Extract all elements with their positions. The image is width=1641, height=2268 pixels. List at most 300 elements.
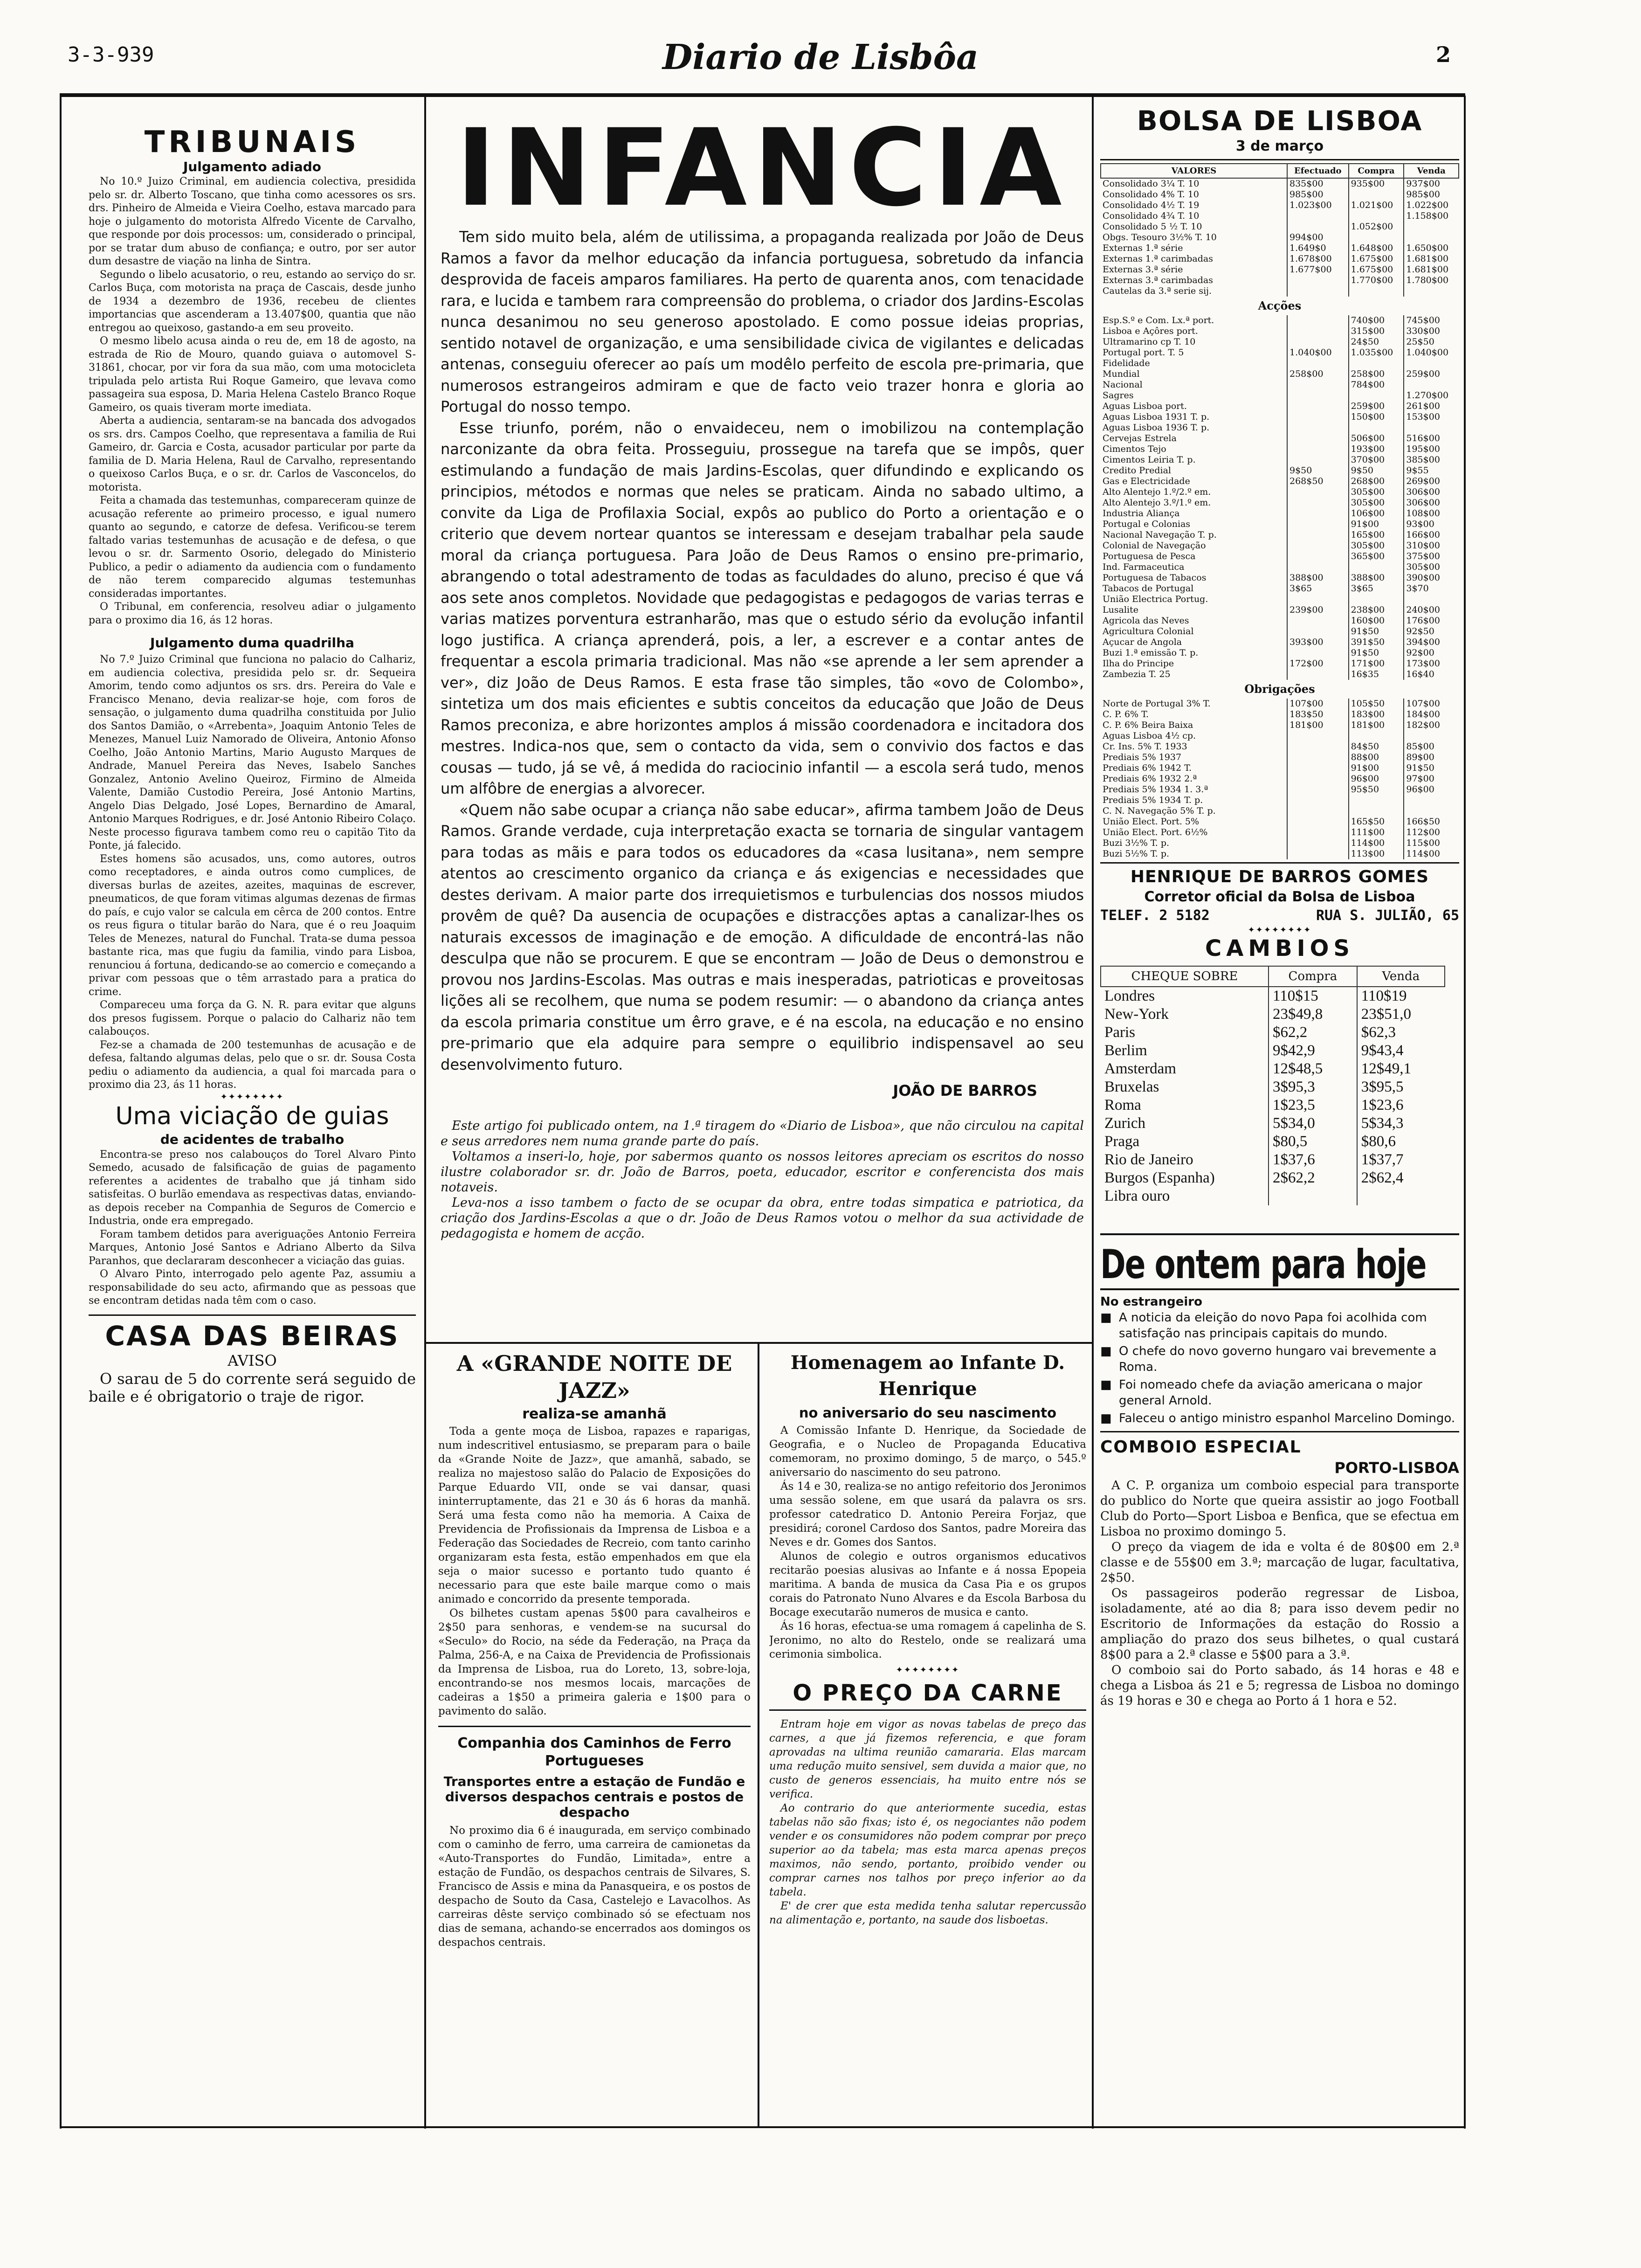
table-cell [1287,519,1349,530]
ontem-title: De ontem para hoje [1100,1241,1426,1288]
table-cell: 1$37,7 [1357,1151,1445,1169]
table-cell: 394$00 [1404,637,1459,648]
editor-note: Leva-nos a isso tambem o facto de se ocupar da obra, entre todas simpatica e patriotica, da criação dos Jardins-Escolas a que o dr. João de Deus Ramos votou o melhor da sua actividade de pedagogista e homem de acção. [441,1196,1084,1241]
table-cell: 2$62,2 [1269,1169,1357,1187]
table-row [1101,326,1459,337]
table-row [1101,784,1459,795]
editor-note: Voltamos a inseri-lo, hoje, por sabermos quanto os nossos leitores apreciam os escritos do nosso ilustre colaborador sr. dr. João de Barros, poeta, educador, escritor e conferencista dos mais notaveis. [441,1149,1084,1195]
table-cell: 1$23,5 [1269,1096,1357,1114]
table-cell: 9$50 [1287,465,1349,476]
table-cell: 89$00 [1404,752,1459,763]
table-cell: 3$70 [1404,583,1459,594]
table-cell: 935$00 [1349,178,1404,189]
table-cell: 1.675$00 [1349,264,1404,275]
table-cell: Externas 3.ª série [1103,264,1183,275]
table-row [1101,465,1459,476]
table-cell: 93$00 [1404,519,1459,530]
table-cell: 107$00 [1287,698,1349,709]
table-cell: Norte de Portugal 3% T. [1103,698,1211,709]
table-row [1101,551,1459,562]
table-cell [1287,487,1349,498]
table-cell [1287,380,1349,390]
table-cell: 110$19 [1357,987,1445,1005]
table-cell: 365$00 [1349,551,1404,562]
table-cell [1349,211,1404,221]
table-cell: 9$42,9 [1269,1042,1357,1060]
divider-ornament: ✦✦✦✦✦✦✦✦ [896,1665,960,1675]
table-row [1101,1078,1445,1096]
table-cell [1404,795,1459,806]
table-cell: 305$00 [1349,487,1404,498]
table-cell: $62,3 [1357,1023,1445,1042]
square-bullet-icon: ■ [1100,1411,1112,1425]
table-row [1101,519,1459,530]
table-row [1101,211,1459,221]
table-row [1101,583,1459,594]
table-cell: 91$50 [1349,626,1404,637]
table-cell: Portugal port. T. 5 [1103,347,1184,358]
table-cell [1287,337,1349,347]
table-cell [1287,615,1349,626]
table-cell [1287,412,1349,422]
table-cell: 96$00 [1349,774,1404,784]
table-cell: 184$00 [1404,709,1459,720]
table-cell: 114$00 [1404,849,1459,859]
table-cell [1349,795,1404,806]
table-cell [1287,211,1349,221]
table-cell: 91$00 [1349,763,1404,774]
table-cell: 740$00 [1349,315,1404,326]
table-cell [1287,816,1349,827]
paragraph: A C. P. organiza um comboio especial para transporte do publico do Norte que queira assistir ao jogo Football Club do Porto—Sport Lisboa e Benfica, que se efectua em Lisboa no proximo domingo 5. [1100,1479,1459,1539]
table-cell [1287,594,1349,605]
table-cell: Açucar de Angola [1103,637,1182,647]
table-cell: Cimentos Leiria T. p. [1103,455,1196,465]
infante-title: Homenagem ao Infante D. Henrique [790,1352,1065,1400]
table-cell: Ultramarino cp T. 10 [1103,337,1196,347]
table-cell: 91$50 [1349,648,1404,658]
table-row [1101,476,1459,487]
table-cell [1287,795,1349,806]
header-date: 3-3-939 [68,43,154,67]
gomes-name: HENRIQUE DE BARROS GOMES [1130,867,1429,886]
table-cell: 107$00 [1404,698,1459,709]
table-row [1101,827,1459,838]
table-cell [1404,221,1459,232]
divider [424,1342,1092,1344]
table-cell: $62,2 [1269,1023,1357,1042]
table-cell: 937$00 [1404,178,1459,189]
table-row [1101,795,1459,806]
table-cell [1349,594,1404,605]
table-cell: 9$43,4 [1357,1042,1445,1060]
paragraph: Esse triunfo, porém, não o envaideceu, nem o imobilizou na contemplação narconizante da obra feita. Prosseguiu, prossegue na tarefa que se impôs, quer estimulando a fundação de mais Jardins-Escolas, quer difundindo e explicando os principios, métodos e normas que neles se praticam. Ainda no sabado ultimo, a convite da Liga de Profilaxia Social, expôs ao publico do Porto a orientação e o criterio que devem nortear quantos se interessam e desejam trabalhar pela saude moral da criança portuguesa. Para João de Deus Ramos o ensino pre-primario, abrangendo o total adestramento de todas as faculdades do aluno, preciso é que vá aos sete anos completos. Novidade que pedagogistas e pedagogos de varias terras e varias matizes porventura estranharão, mas que o estudo sério da evolução infantil logo justifica. A criança aprenderá, pois, a ler, a escrever e a contar antes de frequentar a escola primaria tradicional. Mas não «se aprende a ler sem aprender a ver», diz João de Deus Ramos. E esta frase tão simples, tão «ovo de Colombo», sintetiza um dos mais eficientes e subtis conceitos da educação que João de Deus Ramos preconiza, e abre horizontes amplos á missão coordenadora e incitadora dos mestres. Indica-nos que, sem o contacto da vida, sem o convivio dos factos e das cousas — tudo, já se vê, á medida do raciocinio infantil — a escola será tudo, menos um alfôbre de energias a alvorecer. [441,419,1084,797]
table-cell: 113$00 [1349,849,1404,859]
table-cell: 315$00 [1349,326,1404,337]
table-cell: 105$50 [1349,698,1404,709]
divider-ornament: ✦✦✦✦✦✦✦✦ [1248,925,1312,935]
table-cell: União Electrica Portug. [1103,594,1208,604]
divider [1100,1288,1459,1290]
table-row [1101,1151,1445,1169]
table-cell: 91$50 [1404,763,1459,774]
column-rule [1464,96,1466,2129]
table-row [1101,433,1459,444]
table-row [1101,849,1459,859]
table-cell: Alto Alentejo 3.º/1.º em. [1103,498,1211,508]
table-cell: Prediais 6% 1932 2.ª [1103,774,1197,784]
table-cell: C. N. Navegação 5% T. p. [1103,806,1216,816]
carne-title: O PREÇO DA CARNE [793,1680,1063,1706]
table-cell: 1$37,6 [1269,1151,1357,1169]
table-cell [1404,232,1459,243]
column-rule [424,96,426,2129]
table-cell: 1.052$00 [1349,221,1404,232]
table-cell: 391$50 [1349,637,1404,648]
table-cell: Roma [1104,1097,1141,1113]
table-cell: Lusalite [1103,605,1138,615]
table-cell [1287,498,1349,508]
paragraph: O Tribunal, em conferencia, resolveu adiar o julgamento para o proximo dia 16, ás 12 horas. [89,601,416,626]
list-item-text: Foi nomeado chefe da aviação americana o major general Arnold. [1119,1378,1422,1408]
table-cell: 193$00 [1349,444,1404,455]
table-cell [1404,358,1459,369]
table-row [1101,594,1459,605]
table-cell: 258$00 [1287,369,1349,380]
table-cell: 3$65 [1287,583,1349,594]
table-row [1101,444,1459,455]
divider [1100,159,1459,160]
table-row [1101,838,1459,849]
table-cell: 173$00 [1404,658,1459,669]
table-cell: 1.678$00 [1287,254,1349,264]
table-cell: Prediais 6% 1942 T. [1103,763,1192,773]
gomes-title: Corretor oficial da Bolsa de Lisboa [1144,889,1415,905]
table-cell: Buzi 3½% T. p. [1103,838,1170,848]
table-cell [1404,422,1459,433]
table-row [1101,540,1459,551]
paragraph: «Quem não sabe ocupar a criança não sabe educar», afirma tambem João de Deus Ramos. Grande verdade, cuja interpretação exacta se tornaria de singular vantagem para todas as mãis e para todos os educadores da «casa lusitana», nem sempre atentos ao crescimento organico da criança e ás exigencias e necessidades que destes derivam. A maior parte dos irrequietismos e turbulencias dos nossos miudos provêm de quê? Da ausencia de ocupações e distracções aptas a canalizar-lhes os naturais excessos de imaginação e de emoção. A dificuldade de encontrá-las não desculpa que não se procurem. E que se encontram — João de Deus o demonstrou e provou nos Jardins-Escolas. Mas outras e mais inesperadas, patrioticas e proveitosas lições ali se recolhem, que numa se podem resumir: — o abandono da criança antes da escola primaria constitue um êrro grave, e é na escola, na educação e no ensino pre-primario que ela adquire para sempre o equilibrio indispensavel ao seu desenvolvimento futuro. [441,801,1084,1073]
table-cell: 385$00 [1404,455,1459,465]
table-cell: Alto Alentejo 1.º/2.º em. [1103,487,1211,497]
table-cell: 1.770$00 [1349,275,1404,286]
table-cell [1287,540,1349,551]
table-cell [1287,508,1349,519]
table-cell: 91$00 [1349,519,1404,530]
table-row [1101,1005,1445,1023]
table-cell: 261$00 [1404,401,1459,412]
table-cell: 1.035$00 [1349,347,1404,358]
table-cell: 388$00 [1349,573,1404,583]
table-cell: 258$00 [1349,369,1404,380]
table-cell [1287,551,1349,562]
column-header: Efectuado [1287,164,1349,178]
table-row [1101,709,1459,720]
table-cell: 1.022$00 [1404,200,1459,211]
caminhos-title: Companhia dos Caminhos de Ferro Portugueses [457,1735,731,1769]
table-cell: 390$00 [1404,573,1459,583]
table-cell [1287,741,1349,752]
table-row [1101,615,1459,626]
table-row [1101,1187,1445,1205]
table-cell: 195$00 [1404,444,1459,455]
table-cell: Londres [1104,988,1155,1004]
table-cell: 1.649$0 [1287,243,1349,254]
square-bullet-icon: ■ [1100,1344,1112,1358]
table-cell: 9$55 [1404,465,1459,476]
table-cell: 2$62,4 [1357,1169,1445,1187]
cambios-table [1100,966,1445,1205]
table-row [1101,422,1459,433]
table-cell: Libra ouro [1104,1188,1170,1204]
table-cell: Esp.S.º e Com. Lx.ª port. [1103,315,1214,325]
table-row [1101,358,1459,369]
table-cell: Nacional [1103,380,1143,390]
table-cell [1287,401,1349,412]
divider [438,1726,751,1727]
list-item-text: O chefe do novo governo hungaro vai brevemente a Roma. [1119,1344,1437,1374]
table-cell: Lisboa e Açôres port. [1103,326,1198,336]
table-cell: Amsterdam [1104,1060,1176,1077]
table-cell: $80,5 [1269,1133,1357,1151]
table-cell: Rio de Janeiro [1104,1151,1193,1168]
table-cell: Aguas Lisboa 1931 T. p. [1103,412,1210,422]
table-cell: C. P. 6% Beira Baixa [1103,720,1193,730]
table-cell: Agricola das Neves [1103,615,1189,626]
table-cell: 1.270$00 [1404,390,1459,401]
table-cell: 108$00 [1404,508,1459,519]
page-header [0,37,1641,89]
square-bullet-icon: ■ [1100,1311,1112,1325]
table-row [1101,1114,1445,1133]
table-cell: 9$50 [1349,465,1404,476]
column-header: CHEQUE SOBRE [1101,966,1269,987]
table-cell: 111$00 [1349,827,1404,838]
table-cell: Consolidado 3¼ T. 10 [1103,179,1200,189]
table-row [1101,1133,1445,1151]
table-cell [1404,380,1459,390]
table-row [1101,347,1459,358]
table-row [1101,178,1459,189]
list-item [1100,1411,1459,1426]
table-cell: 330$00 [1404,326,1459,337]
table-cell: Tabacos de Portugal [1103,583,1194,594]
viciacao-title: Uma viciação de guias [115,1102,389,1130]
table-cell: Aguas Lisboa 4½ cp. [1103,731,1196,741]
table-cell [1287,784,1349,795]
table-cell: 3$95,3 [1269,1078,1357,1096]
paragraph: Compareceu uma força da G. N. R. para evitar que alguns dos presos fugissem. Porque o palacio do Calhariz não tem calabouços. [89,999,416,1037]
table-cell: Externas 1.ª série [1103,243,1183,253]
table-cell: 1.648$00 [1349,243,1404,254]
caminhos-subhead: Transportes entre a estação de Fundão e diversos despachos centrais e postos de despacho [443,1774,745,1820]
table-cell [1287,827,1349,838]
column-header: Venda [1404,164,1459,178]
table-cell: Ind. Farmaceutica [1103,562,1185,572]
column-header: VALORES [1101,164,1287,178]
paragraph: Estes homens são acusados, uns, como autores, outros como receptadores, e ainda outros como cumplices, de diversas burlas de azeites, azeites, maquinas de escrever, pneumaticos, de que foram vitimas algumas dezenas de firmas do país, e cujo valor se calcula em cêrca de 200 contos. Entre os reus figura o titular barão do Nara, que é o reu Joaquim Teles de Menezes, natural do Funchal. Trata-se duma pessoa bastante rica, mas que fugiu da familia, vindo para Lisboa, renunciou á fortuna, dedicando-se ao comercio e começando a privar com pessoas que o têm arrastado para a pratica do crime. [89,853,416,998]
casa-text: O sarau de 5 do corrente será seguido de baile e é obrigatorio o traje de rigor. [89,1369,416,1405]
table-row [1101,987,1445,1005]
paragraph: Entram hoje em vigor as novas tabelas de preço das carnes, a que já fizemos referencia, e que foram aprovadas na ultima reunião camararia. Elas marcam uma redução muito sensivel, sem duvida a maior que, no custo de generos essenciais, ha muito entre nós se verifica. [769,1718,1086,1800]
paragraph: Alunos de colegio e outros organismos educativos recitarão poesias alusivas ao Infante e á nossa Epopeia maritima. A banda de musica da Casa Pia e os grupos corais do Patronato Nuno Alvares e da Escola Barbosa du Bocage executarão numeros de musica e canto. [769,1550,1086,1618]
table-cell: 12$48,5 [1269,1060,1357,1078]
tribunais-column [89,126,416,2122]
paragraph: Os passageiros poderão regressar de Lisboa, isoladamente, até ao dia 8; para isso devem pedir no Escritorio de Informações da estação do Rossio a ampliação do prazo dos seus bilhetes, o qual custará 8$00 para a 2.ª classe e 5$00 para a 3.ª. [1100,1586,1459,1662]
comboio-subhead: PORTO-LISBOA [1334,1459,1459,1477]
column-rule [758,1343,759,2126]
table-cell [1287,326,1349,337]
table-row [1101,369,1459,380]
table-cell: 985$00 [1287,189,1349,200]
table-cell: 239$00 [1287,605,1349,615]
table-cell: Externas 3.ª carimbadas [1103,275,1213,285]
table-cell: Nacional Navegação T. p. [1103,530,1217,540]
infancia-article [441,112,1084,1343]
table-cell: 115$00 [1404,838,1459,849]
paragraph: Segundo o libelo acusatorio, o reu, estando ao serviço do sr. Carlos Buça, com motorista na praça de Cascais, desde junho de 1934 a dezembro de 1936, recebeu de clientes importancias que ascenderam a 13.407$00, quantia que não entregou ao queixoso, gastando-a em seu proveito. [89,269,416,334]
table-cell: 375$00 [1404,551,1459,562]
table-cell: 388$00 [1287,573,1349,583]
table-cell [1404,594,1459,605]
table-cell: Consolidado 4% T. 10 [1103,189,1200,200]
table-cell [1287,275,1349,286]
table-cell [1349,562,1404,573]
table-row [1101,380,1459,390]
table-cell: 238$00 [1349,605,1404,615]
table-cell: 16$40 [1404,669,1459,680]
table-cell: 305$00 [1404,562,1459,573]
table-cell: 176$00 [1404,615,1459,626]
table-cell: 835$00 [1287,178,1349,189]
table-cell: Aguas Lisboa port. [1103,401,1187,411]
paragraph: No proximo dia 6 é inaugurada, em serviço combinado com o caminho de ferro, uma carreira de camionetas da «Auto-Transportes do Fundão, Limitada», entre a estação de Fundão, os despachos centrais de Silvares, S. Francisco de Assis e mina da Panasqueira, e os postos de despacho de Souto da Casa, Castelejo e Lavacolhos. As carreiras dêste serviço combinado só se efectuam nos dias de semana, achando-se encerrados aos domingos os despachos centrais. [438,1825,751,1949]
table-row [1101,1060,1445,1078]
table-cell: 240$00 [1404,605,1459,615]
table-cell: $80,6 [1357,1133,1445,1151]
table-cell: 393$00 [1287,637,1349,648]
viciacao-subhead: de acidentes de trabalho [160,1131,345,1147]
table-cell: 268$00 [1349,476,1404,487]
table-cell: Ilha do Principe [1103,658,1174,669]
table-cell: Burgos (Espanha) [1104,1169,1215,1186]
table-row [1101,221,1459,232]
table-row [1101,337,1459,347]
table-row [1101,1023,1445,1042]
table-cell: Consolidado 4½ T. 19 [1103,200,1200,210]
table-cell [1349,390,1404,401]
divider [89,1314,416,1316]
paragraph: E' de crer que esta medida tenha salutar repercussão na alimentação e, portanto, na saude dos lisboetas. [769,1900,1086,1926]
table-cell: Industria Aliança [1103,508,1180,519]
table-cell [1357,1187,1445,1205]
table-row [1101,275,1459,286]
jazz-subhead: realiza-se amanhã [522,1406,667,1422]
square-bullet-icon: ■ [1100,1378,1112,1392]
paragraph: Fez-se a chamada de 200 testemunhas de acusação e de defesa, faltando algumas delas, pelo que o sr. dr. Sousa Costa pediu o adiamento da audiencia, a qual foi marcada para o proximo dia 23, ás 11 horas. [89,1039,416,1091]
table-row [1101,573,1459,583]
paragraph: No 10.º Juizo Criminal, em audiencia colectiva, presidida pelo sr. dr. Alberto Toscano, que tinha como acessores os srs. drs. Pinheiro de Almeida e Vieira Coelho, estava marcado para hoje o julgamento do motorista Alfredo Vicente de Carvalho, que responde por dois processos: um, considerado o principal, por se tratar dum abuso de confiança; e outro, por ser autor dum desastre de viação na linha de Sintra. [89,176,416,267]
table-cell: 183$00 [1349,709,1404,720]
table-cell: 370$00 [1349,455,1404,465]
table-cell: 172$00 [1287,658,1349,669]
cambios-title: CAMBIOS [1205,935,1354,961]
table-cell: 1.040$00 [1287,347,1349,358]
table-cell: 23$49,8 [1269,1005,1357,1023]
paragraph: O mesmo libelo acusa ainda o reu de, em 18 de agosto, na estrada de Rio de Mouro, quando guiava o automovel S-31861, chocar, por vir fora da sua mão, com uma motocicleta tripulada pelo artista Rui Roque Gameiro, que levava como passageira sua esposa, D. Maria Helena Castelo Branco Roque Gameiro, os quais tiveram morte imediata. [89,335,416,414]
table-cell: Prediais 5% 1934 T. p. [1103,795,1203,805]
table-cell: Cr. Ins. 5% T. 1933 [1103,741,1187,752]
table-cell [1287,562,1349,573]
table-cell: Portuguesa de Pesca [1103,551,1196,561]
table-cell [1287,752,1349,763]
infante-subhead: no aniversario do seu nascimento [799,1405,1057,1421]
table-cell: 166$50 [1404,816,1459,827]
table-cell: Colonial de Navegação [1103,540,1206,551]
header-rule [60,93,1465,97]
list-item [1100,1343,1459,1375]
table-cell: Portugal e Colonias [1103,519,1191,529]
table-cell: Agricultura Colonial [1103,626,1194,636]
table-cell [1287,626,1349,637]
table-cell: 1$23,6 [1357,1096,1445,1114]
table-cell: 1.681$00 [1404,254,1459,264]
table-cell: 985$00 [1404,189,1459,200]
table-cell: 153$00 [1404,412,1459,422]
table-cell: Paris [1104,1024,1135,1041]
editor-note: Este artigo foi publicado ontem, na 1.ª tiragem do «Diario de Lisboa», que não circulou na capital e seus arredores nem numa grande parte do país. [441,1119,1084,1148]
table-cell: 25$50 [1404,337,1459,347]
table-cell: 305$00 [1349,540,1404,551]
table-cell: Fidelidade [1103,358,1150,368]
masthead-title: Diario de Lisbôa [662,37,979,77]
table-cell [1349,358,1404,369]
table-cell: 92$00 [1404,648,1459,658]
table-row [1101,189,1459,200]
table-cell: Praga [1104,1133,1140,1150]
table-row [1101,648,1459,658]
divider [1100,1233,1459,1235]
table-row [1101,816,1459,827]
table-cell: C. P. 6% T. [1103,709,1149,719]
table-cell: 1.021$00 [1349,200,1404,211]
table-cell: 23$51,0 [1357,1005,1445,1023]
table-cell: 114$00 [1349,838,1404,849]
table-cell [1287,806,1349,816]
table-cell [1349,422,1404,433]
table-cell [1287,358,1349,369]
table-cell: Credito Predial [1103,465,1171,476]
paragraph: Foram tambem detidos para averiguações Antonio Ferreira Marques, Antonio José Santos e Adriano Alberto da Silva Paranhos, que declararam desconhecer a viciação das guias. [89,1228,416,1267]
table-row [1101,763,1459,774]
table-cell: 16$35 [1349,669,1404,680]
table-cell: Zambezia T. 25 [1103,669,1171,679]
table-row [1101,669,1459,680]
jazz-article [438,1350,751,2124]
footer-rule [60,2126,1465,2128]
bolsa-section [1100,105,1459,2124]
paragraph: Feita a chamada das testemunhas, compareceram quinze de acusação referente ao primeiro processo, e igual numero quanto ao segundo, e catorze de defesa. Verificou-se terem faltado varias testemunhas de acusação e de defesa, o que levou o sr. dr. Sarmento Osorio, delegado do Ministerio Publico, a pedir o adiamento da audiencia com o fundamento de não terem comparecido algumas testemunhas consideradas importantes. [89,495,416,600]
table-row [1101,390,1459,401]
table-cell: Sagres [1103,390,1134,401]
table-row [1101,605,1459,615]
table-cell: 166$00 [1404,530,1459,540]
table-row [1101,487,1459,498]
table-cell: 1.158$00 [1404,211,1459,221]
table-cell: 1.780$00 [1404,275,1459,286]
table-cell [1349,731,1404,741]
jazz-title: A «GRANDE NOITE DE JAZZ» [456,1351,732,1403]
